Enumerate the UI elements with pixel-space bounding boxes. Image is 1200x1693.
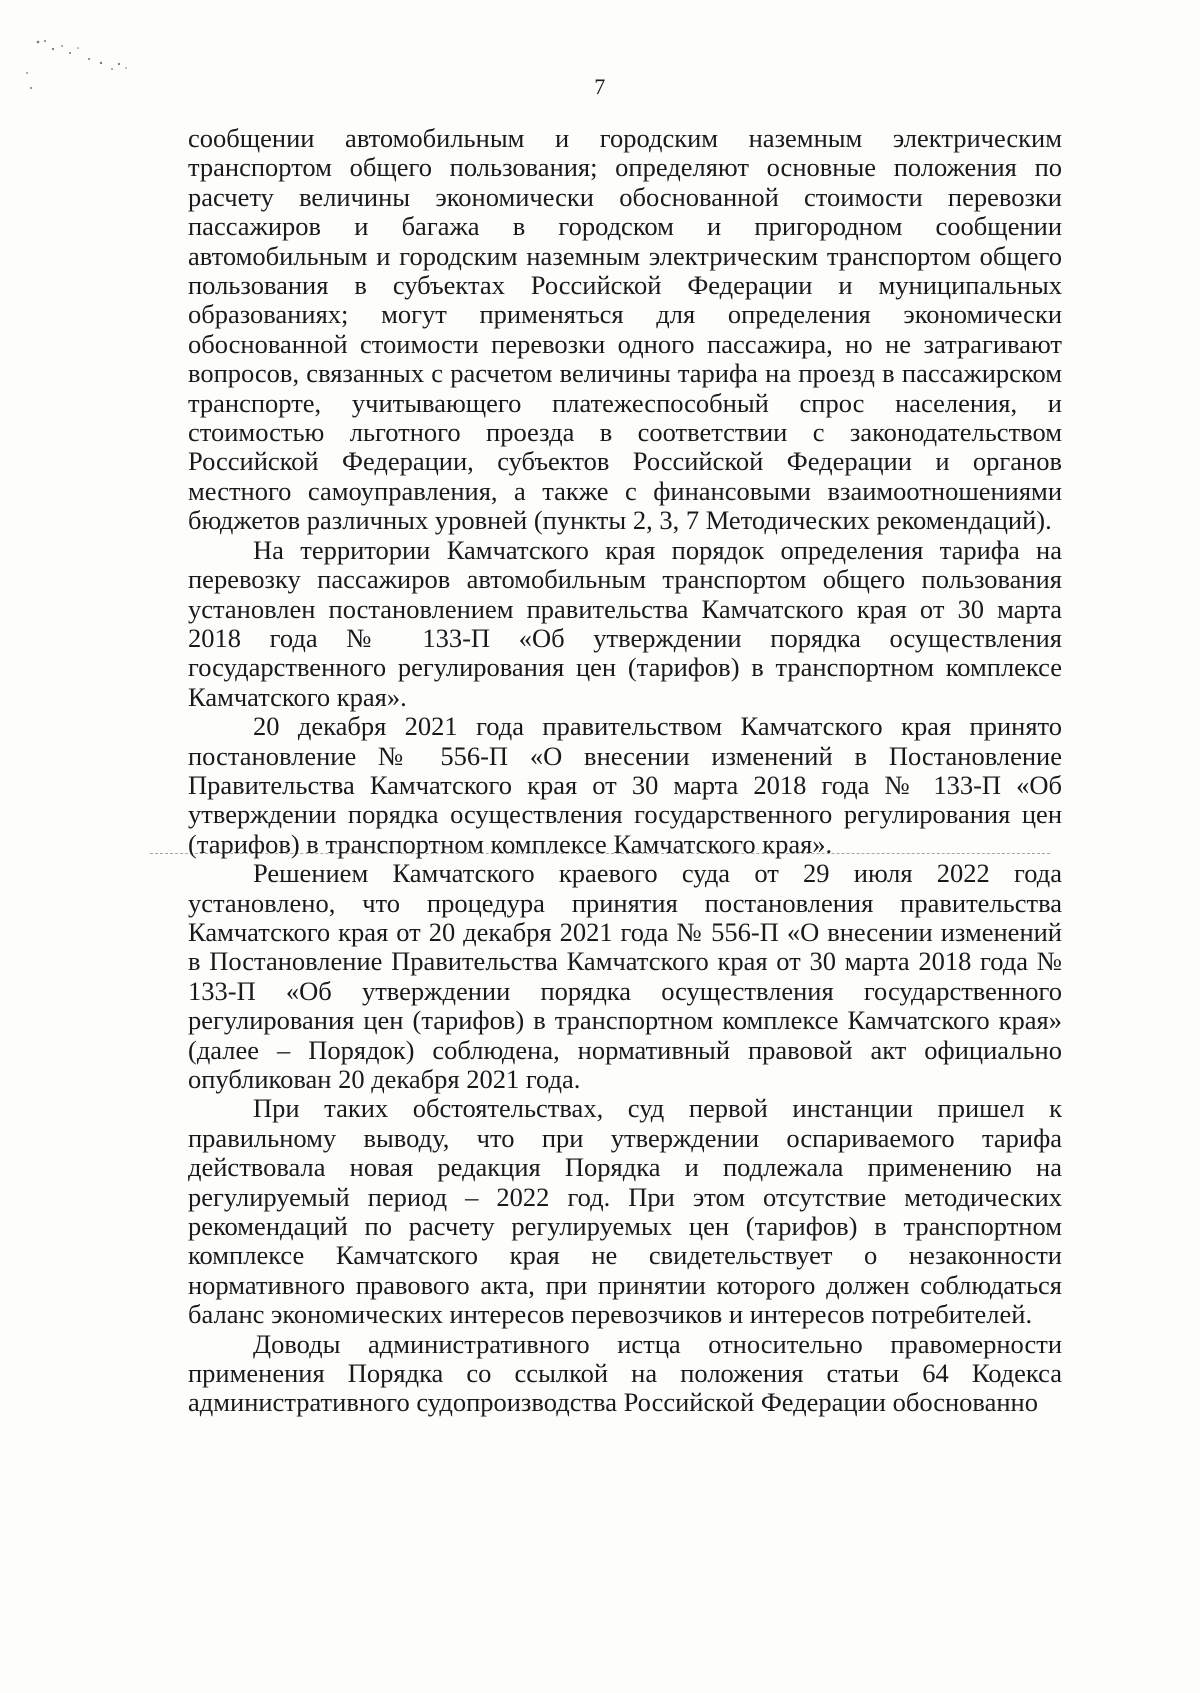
- paragraph-plaintiff-arguments: Доводы административного истца относительно правомерности применения Порядка со ссылкой на положения статьи 64 Кодекса административного судопроизводства Российской Федерации обоснованно: [188, 1328, 1062, 1418]
- paragraph-kamchatka-order: На территории Камчатского края порядок определения тарифа на перевозку пассажиров автомобильным транспортом общего пользования установлен постановлением правительства Камчатского края от 30 марта 2018 года № 133-П «Об утверждении порядка осуществления государственного регулирования цен (тарифов) в транспортном комплексе Камчатского края».: [188, 534, 1062, 712]
- body-text: [188, 124, 1062, 1418]
- paragraph-continuation: сообщении автомобильным и городским наземным электрическим транспортом общего пользования; определяют основные положения по расчету величины экономически обоснованной стоимости перевозки пассажиров и багажа в городском и пригородном сообщении автомобильным и городским наземным электрическим транспортом общего пользования в субъектах Российской Федерации и муниципальных образованиях; могут применяться для определения экономически обоснованной стоимости перевозки одного пассажира, но не затрагивают вопросов, связанных с расчетом величины тарифа на проезд в пассажирском транспорте, учитывающего платежеспособный спрос населения, и стоимостью льготного проезда в соответствии с законодательством Российской Федерации, субъектов Российской Федерации и органов местного самоуправления, а также с финансовыми взаимоотношениями бюджетов различных уровней (пункты 2, 3, 7 Методических рекомендаций).: [188, 123, 1062, 536]
- paragraph-resolution-556: 20 декабря 2021 года правительством Камчатского края принято постановление № 556-П «О внесении изменений в Постановление Правительства Камчатского края от 30 марта 2018 года № 133-П «Об утверждении порядка осуществления государственного регулирования цен (тарифов) в транспортном комплексе Камчатского края».: [188, 711, 1062, 859]
- paragraph-court-decision: Решением Камчатского краевого суда от 29 июля 2022 года установлено, что процедура принятия постановления правительства Камчатского края от 20 декабря 2021 года № 556-П «О внесении изменений в Постановление Правительства Камчатского края от 30 марта 2018 года № 133-П «Об утверждении порядка осуществления государственного регулирования цен (тарифов) в транспортном комплексе Камчатского края» (далее – Порядок) соблюдена, нормативный правовой акт официально опубликован 20 декабря 2021 года.: [188, 858, 1062, 1094]
- paragraph-first-instance: При таких обстоятельствах, суд первой инстанции пришел к правильному выводу, что при утверждении оспариваемого тарифа действовала новая редакция Порядка и подлежала применению на регулируемый период – 2022 год. При этом отсутствие методических рекомендаций по расчету регулируемых цен (тарифов) в транспортном комплексе Камчатского края не свидетельствует о незаконности нормативного правового акта, при принятии которого должен соблюдаться баланс экономических интересов перевозчиков и интересов потребителей.: [188, 1093, 1062, 1330]
- page-number: 7: [594, 74, 606, 99]
